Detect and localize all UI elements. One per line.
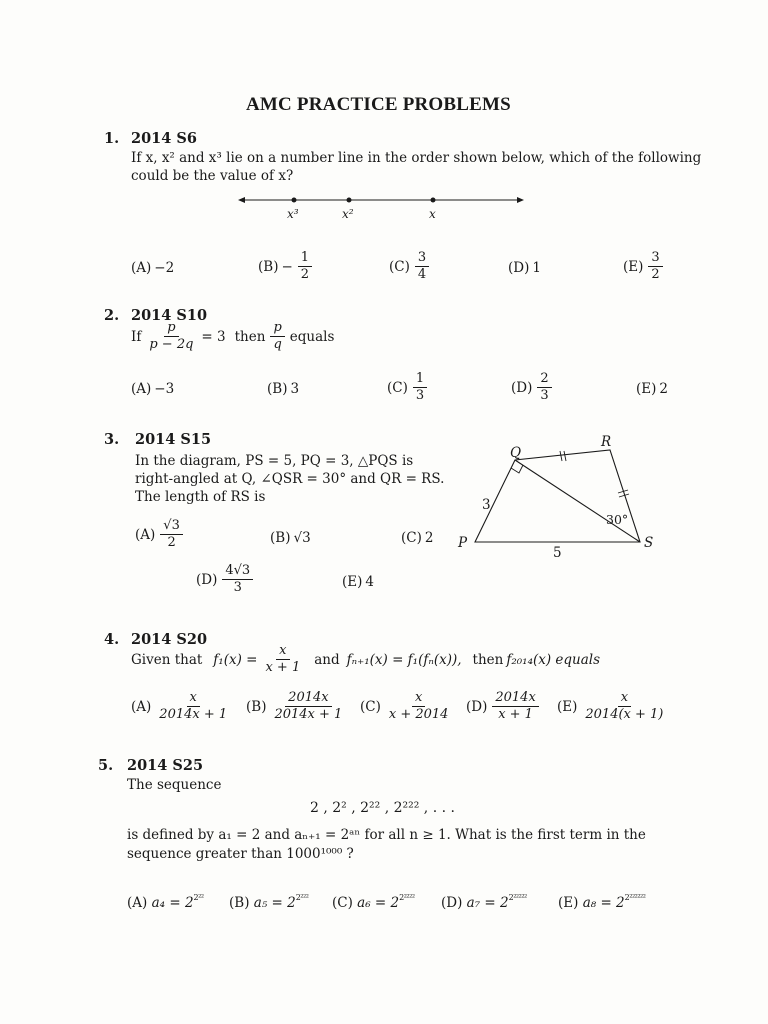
vertex-label-s: S — [644, 535, 654, 551]
option-label: (A) — [131, 698, 152, 715]
fraction — [262, 643, 303, 676]
problem-5-option-b — [229, 895, 308, 911]
problem-3-text-line1: In the diagram, PS = 5, PQ = 3, △PQS is — [135, 453, 414, 469]
numerator: 3 — [415, 250, 429, 267]
option-label: (E) — [342, 574, 363, 590]
number-line-label: x² — [342, 207, 354, 221]
numerator: x — [618, 690, 631, 707]
problem-5-text-line2: sequence greater than 1000¹⁰⁰⁰ ? — [127, 846, 354, 862]
equal-tick-qr — [560, 451, 562, 461]
problem-4-option-a — [131, 690, 232, 723]
then-word: then — [472, 651, 504, 668]
if-word: If — [131, 328, 142, 345]
denominator: 2014(x + 1) — [585, 707, 664, 722]
problem-3-number: 3. — [104, 431, 120, 448]
problem-5-text-line1: is defined by a₁ = 2 and aₙ₊₁ = 2ᵃⁿ for all n ≥ 1. What is the first term in the — [127, 827, 646, 843]
denominator: p − 2q — [149, 337, 194, 352]
vertex-label-p: P — [458, 535, 468, 551]
problem-1-option-b — [258, 250, 314, 283]
fraction — [222, 563, 253, 596]
power-tower: 2²²²² — [399, 893, 415, 902]
problem-1-option-d — [508, 260, 541, 276]
equation-rhs: = 3 — [201, 328, 226, 345]
number-line-left-arrow — [238, 197, 245, 203]
option-label: (B) — [258, 258, 279, 275]
problem-3-option-d — [196, 563, 255, 596]
option-label: (B) — [270, 530, 291, 546]
problem-4-heading: 2014 S20 — [131, 631, 208, 648]
option-label: (D) — [511, 379, 533, 396]
target-function: f₂₀₁₄(x) equals — [506, 651, 601, 668]
option-label: (E) — [557, 698, 578, 715]
fraction — [160, 518, 183, 551]
numerator: x — [412, 690, 425, 707]
problem-1-text-line2: could be the value of x? — [131, 168, 294, 184]
option-value: a₇ = 2 — [466, 895, 509, 911]
option-value: −3 — [154, 381, 175, 397]
numerator: 1 — [298, 250, 312, 267]
equals-word: equals — [289, 328, 335, 345]
problem-3-option-e — [342, 574, 374, 590]
problem-4-option-c — [360, 690, 453, 723]
option-value: a₆ = 2 — [357, 895, 400, 911]
number-line-label: x³ — [287, 207, 299, 221]
option-value: 4 — [365, 574, 374, 590]
option-label: (B) — [267, 381, 288, 397]
problem-2-option-c — [387, 371, 429, 404]
recurrence: fₙ₊₁(x) = f₁(fₙ(x)), — [346, 651, 462, 668]
problem-3-option-b — [270, 530, 311, 546]
problem-1-number: 1. — [104, 130, 120, 147]
problem-2-heading: 2014 S10 — [131, 307, 208, 324]
option-label: (A) — [127, 895, 148, 911]
problem-1-option-c — [389, 250, 431, 283]
given-text: Given that — [131, 651, 203, 668]
problem-5-heading: 2014 S25 — [127, 757, 204, 774]
option-value: a₄ = 2 — [151, 895, 194, 911]
fraction — [537, 371, 551, 404]
option-label: (C) — [387, 379, 408, 396]
problem-4-number: 4. — [104, 631, 120, 648]
numerator: 2 — [537, 371, 551, 388]
option-label: (A) — [131, 381, 152, 397]
problem-3-text-line3: The length of RS is — [135, 489, 266, 505]
denominator: 3 — [233, 580, 242, 595]
fraction — [271, 690, 345, 723]
numerator: p — [270, 320, 284, 337]
problem-5-intro: The sequence — [127, 777, 222, 793]
problem-3-text-line2: right-angled at Q, ∠QSR = 30° and QR = RS. — [135, 471, 445, 487]
power-tower: 2²²²²² — [508, 893, 527, 902]
equal-tick-qr — [564, 451, 566, 461]
problem-5-option-d — [441, 895, 527, 911]
option-value: 3 — [290, 381, 300, 397]
number-line — [236, 190, 526, 224]
option-value: 2 — [424, 530, 434, 546]
option-label: (C) — [401, 530, 422, 546]
numerator: p — [164, 320, 178, 337]
option-label: (E) — [623, 258, 644, 275]
option-label: (D) — [508, 260, 530, 276]
option-value: −2 — [154, 260, 175, 276]
number-line-point — [347, 198, 352, 203]
option-label: (E) — [636, 381, 657, 397]
option-value: 1 — [532, 260, 541, 276]
numerator: x — [276, 643, 289, 660]
problem-2-option-e — [636, 381, 668, 397]
angle-label: 30° — [606, 512, 629, 527]
numerator: x — [187, 690, 200, 707]
problem-1-text-line1: If x, x² and x³ lie on a number line in the order shown below, which of the following — [131, 150, 702, 166]
problem-5-option-e — [558, 895, 645, 911]
vertex-label-q: Q — [510, 445, 522, 461]
fraction — [146, 320, 196, 353]
problem-2-option-d — [511, 371, 554, 404]
option-label: (E) — [558, 895, 579, 911]
option-label: (D) — [196, 571, 218, 588]
denominator: q — [273, 337, 282, 352]
fraction — [156, 690, 230, 723]
right-angle-marker — [511, 465, 523, 473]
number-line-label: x — [429, 207, 436, 221]
problem-4-option-d — [466, 690, 541, 723]
option-label: (A) — [135, 526, 156, 543]
denominator: 3 — [540, 388, 549, 403]
side-label-ps: 5 — [553, 545, 562, 561]
diagonal-qs — [515, 460, 640, 542]
denominator: x + 2014 — [388, 707, 449, 722]
option-label: (B) — [229, 895, 250, 911]
power-tower: 2²²²²²² — [624, 893, 646, 902]
triangle-diagram — [450, 430, 670, 560]
numerator: 4√3 — [222, 563, 253, 580]
denominator: x + 1 — [498, 707, 533, 722]
option-label: (C) — [332, 895, 353, 911]
denominator: 3 — [415, 388, 425, 403]
power-tower: 2²²² — [295, 893, 309, 902]
problem-2-option-b — [267, 381, 299, 397]
option-value: 2 — [659, 381, 668, 397]
option-label: (C) — [389, 258, 410, 275]
fraction — [415, 250, 429, 283]
numerator: 3 — [648, 250, 662, 267]
power-tower: 2²² — [193, 893, 204, 902]
denominator: 4 — [417, 267, 427, 282]
problem-4-option-e — [557, 690, 668, 723]
denominator: 2014x + 1 — [274, 707, 343, 722]
problem-3-option-a — [135, 518, 185, 551]
option-value: a₈ = 2 — [582, 895, 625, 911]
then-word: then — [234, 328, 266, 345]
problem-2-option-a — [131, 381, 174, 397]
option-value: a₅ = 2 — [253, 895, 296, 911]
problem-2-statement — [131, 320, 334, 353]
f1-lhs: f₁(x) = — [213, 651, 258, 668]
option-label: (B) — [246, 698, 267, 715]
option-sign: − — [281, 258, 293, 275]
problem-3-option-c — [401, 530, 433, 546]
option-label: (D) — [441, 895, 463, 911]
fraction — [582, 690, 666, 723]
side-label-pq: 3 — [482, 497, 491, 513]
numerator: 1 — [413, 371, 427, 388]
fraction — [270, 320, 284, 353]
problem-3-heading: 2014 S15 — [135, 431, 212, 448]
problem-2-number: 2. — [104, 307, 120, 324]
page-title: AMC PRACTICE PROBLEMS — [246, 94, 511, 115]
vertex-label-r: R — [601, 434, 612, 450]
problem-5-option-a — [127, 895, 204, 911]
fraction — [648, 250, 662, 283]
denominator: 2 — [651, 267, 660, 282]
numerator: 2014x — [285, 690, 331, 707]
option-label: (D) — [466, 698, 488, 715]
option-value: √3 — [293, 530, 311, 546]
numerator: √3 — [160, 518, 183, 535]
fraction — [413, 371, 427, 404]
problem-5-option-c — [332, 895, 415, 911]
fraction — [386, 690, 452, 723]
numerator: 2014x — [492, 690, 538, 707]
fraction — [492, 690, 538, 723]
problem-5-sequence: 2 , 2² , 2²² , 2²²² , . . . — [310, 800, 455, 816]
problem-4-option-b — [246, 690, 347, 723]
option-label: (A) — [131, 260, 152, 276]
number-line-point — [431, 198, 436, 203]
and-word: and — [314, 651, 340, 668]
problem-4-statement — [131, 643, 600, 676]
number-line-right-arrow — [517, 197, 524, 203]
denominator: 2014x + 1 — [159, 707, 228, 722]
problem-1-option-a — [131, 260, 174, 276]
problem-1-option-e — [623, 250, 665, 283]
denominator: 2 — [167, 535, 176, 550]
number-line-point — [292, 198, 297, 203]
option-label: (C) — [360, 698, 381, 715]
denominator: x + 1 — [265, 660, 301, 675]
problem-5-number: 5. — [98, 757, 114, 774]
denominator: 2 — [300, 267, 310, 282]
fraction — [298, 250, 312, 283]
problem-1-heading: 2014 S6 — [131, 130, 197, 147]
